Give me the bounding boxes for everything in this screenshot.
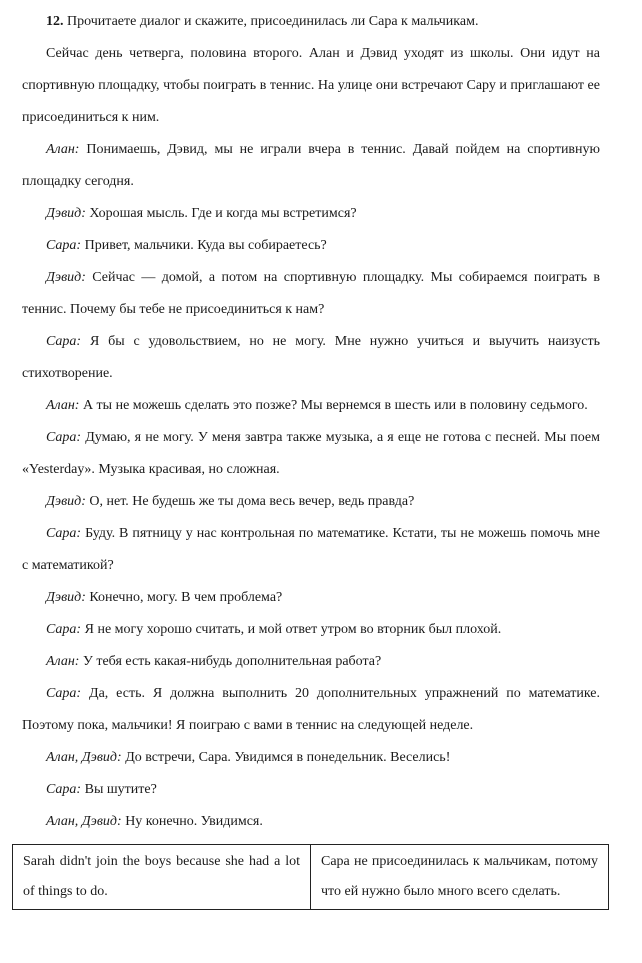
speaker: Дэвид: xyxy=(46,590,86,605)
exercise-title xyxy=(22,6,600,38)
speaker: Дэвид: xyxy=(46,206,86,221)
speaker: Алан: xyxy=(46,142,80,157)
speaker: Сара: xyxy=(46,526,82,541)
line-text: Сейчас — домой, а потом на спортивную площадку. Мы собираемся поиграть в теннис. Почему бы тебе не присоединиться к нам? xyxy=(22,270,601,317)
dialog-line xyxy=(22,486,600,518)
speaker: Алан: xyxy=(46,398,80,413)
dialog-line xyxy=(22,774,600,806)
speaker: Алан, Дэвид: xyxy=(46,750,122,765)
exercise-number: 12. xyxy=(46,14,64,29)
line-text: Думаю, я не могу. У меня завтра также музыка, а я еще не готова с песней. Мы поем «Yesterday». Музыка красивая, но сложная. xyxy=(22,430,600,477)
dialog-line xyxy=(22,742,600,774)
dialog-line xyxy=(22,518,600,582)
answer-table xyxy=(12,844,609,910)
line-text: А ты не можешь сделать это позже? Мы вернемся в шесть или в половину седьмого. xyxy=(82,398,588,413)
dialog-line xyxy=(22,806,600,838)
answer-russian: Сара не присоединилась к мальчикам, потому что ей нужно было много всего сделать. xyxy=(311,845,609,910)
line-text: Привет, мальчики. Куда вы собираетесь? xyxy=(84,238,327,253)
dialog-line xyxy=(22,134,600,198)
dialog-line xyxy=(22,678,600,742)
line-text: О, нет. Не будешь же ты дома весь вечер, ведь правда? xyxy=(89,494,415,509)
line-text: Понимаешь, Дэвид, мы не играли вчера в теннис. Давай пойдем на спортивную площадку сегодня. xyxy=(22,142,600,189)
line-text: Да, есть. Я должна выполнить 20 дополнительных упражнений по математике. Поэтому пока, мальчики! Я поиграю с вами в теннис на следующей неделе. xyxy=(22,686,600,733)
line-text: Конечно, могу. В чем проблема? xyxy=(89,590,283,605)
dialog-line xyxy=(22,614,600,646)
dialog xyxy=(22,134,600,838)
exercise-instruction: Прочитаете диалог и скажите, присоединилась ли Сара к мальчикам. xyxy=(67,14,479,29)
answer-section xyxy=(0,838,642,930)
line-text: Я не могу хорошо считать, и мой ответ утром во вторник был плохой. xyxy=(84,622,502,637)
dialog-line xyxy=(22,646,600,678)
speaker: Алан: xyxy=(46,654,80,669)
intro-paragraph: Сейчас день четверга, половина второго. Алан и Дэвид уходят из школы. Они идут на спортивную площадку, чтобы поиграть в теннис. На улице они встречают Сару и приглашают ее присоединиться к ним. xyxy=(22,46,600,125)
speaker: Сара: xyxy=(46,430,82,445)
dialog-line xyxy=(22,582,600,614)
speaker: Сара: xyxy=(46,686,82,701)
dialog-line xyxy=(22,390,600,422)
line-text: Я бы с удовольствием, но не могу. Мне нужно учиться и выучить наизусть стихотворение. xyxy=(22,334,600,381)
line-text: У тебя есть какая-нибудь дополнительная работа? xyxy=(82,654,382,669)
line-text: До встречи, Сара. Увидимся в понедельник. Веселись! xyxy=(125,750,451,765)
speaker: Сара: xyxy=(46,238,82,253)
dialog-line xyxy=(22,230,600,262)
answer-english: Sarah didn't join the boys because she had a lot of things to do. xyxy=(13,845,311,910)
line-text: Ну конечно. Увидимся. xyxy=(125,814,263,829)
line-text: Буду. В пятницу у нас контрольная по математике. Кстати, ты не можешь помочь мне с математикой? xyxy=(22,526,600,573)
dialog-line xyxy=(22,198,600,230)
speaker: Сара: xyxy=(46,622,82,637)
speaker: Сара: xyxy=(46,334,82,349)
speaker: Сара: xyxy=(46,782,82,797)
dialog-line xyxy=(22,422,600,486)
speaker: Дэвид: xyxy=(46,494,86,509)
dialog-line xyxy=(22,326,600,390)
speaker: Дэвид: xyxy=(46,270,86,285)
line-text: Вы шутите? xyxy=(84,782,157,797)
line-text: Хорошая мысль. Где и когда мы встретимся? xyxy=(89,206,357,221)
dialog-line xyxy=(22,262,600,326)
speaker: Алан, Дэвид: xyxy=(46,814,122,829)
